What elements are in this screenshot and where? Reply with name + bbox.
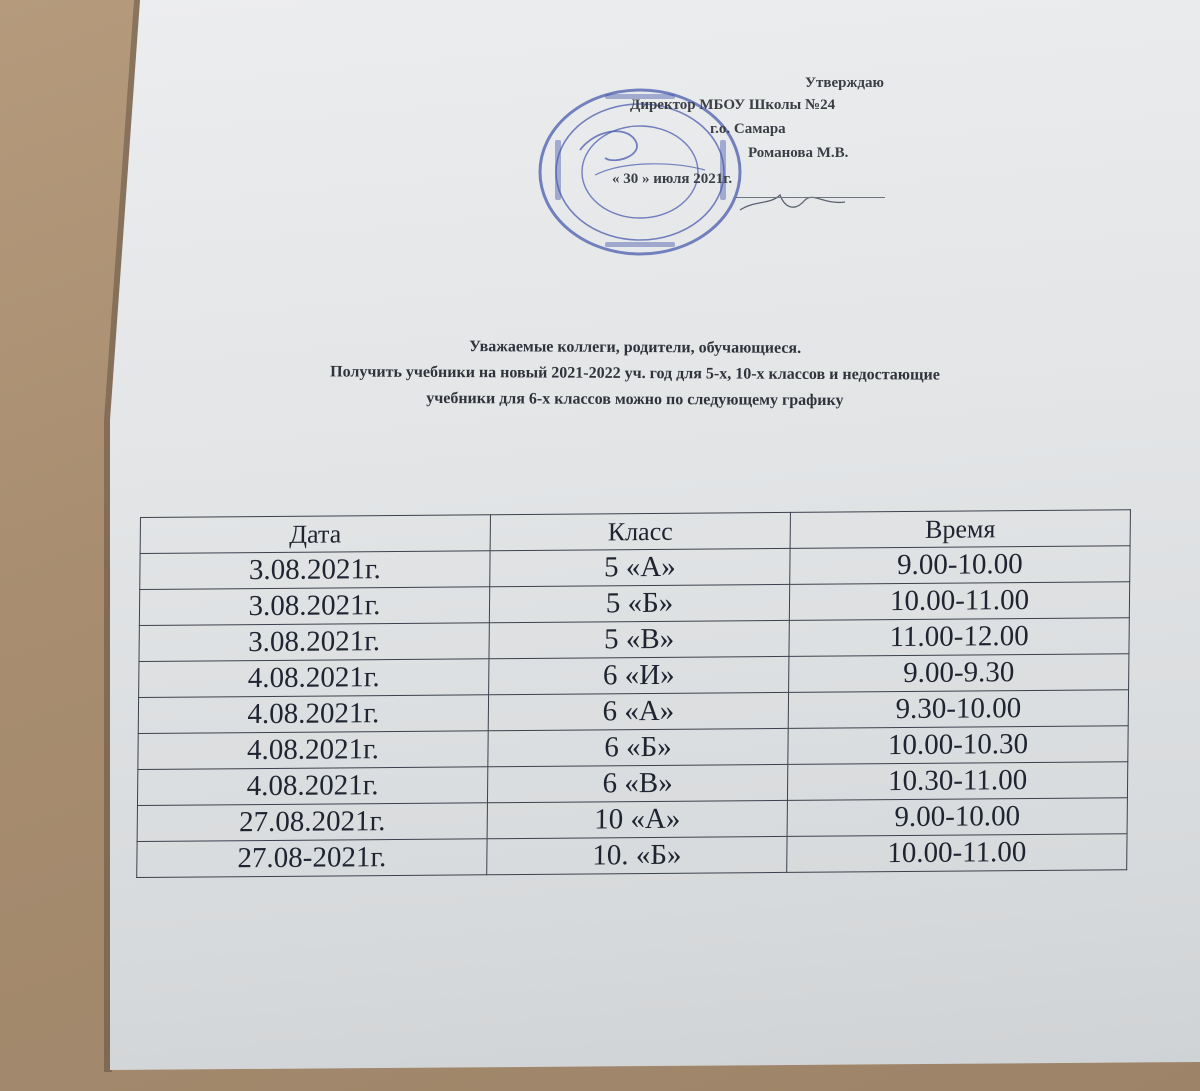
cell-date: 3.08.2021г. [139, 623, 489, 662]
header-date: Дата [140, 515, 490, 554]
cell-class: 6 «И» [489, 656, 789, 694]
header-class: Класс [490, 512, 790, 550]
approval-city: г.о. Самара [710, 121, 786, 137]
cell-class: 5 «Б» [489, 584, 789, 622]
cell-class: 5 «А» [490, 548, 790, 586]
cell-date: 4.08.2021г. [137, 767, 487, 806]
cell-time: 10.00-11.00 [789, 582, 1129, 621]
cell-date: 4.08.2021г. [138, 695, 488, 734]
cell-date: 27.08.2021г. [137, 803, 487, 842]
cell-date: 3.08.2021г. [139, 587, 489, 626]
cell-class: 6 «А» [488, 692, 788, 730]
approval-date: « 30 » июля 2021г. [612, 171, 733, 187]
signature-scribble [735, 180, 855, 220]
cell-time: 9.00-10.00 [790, 546, 1130, 585]
header-time: Время [790, 510, 1130, 549]
schedule-table-wrapper [136, 509, 1130, 897]
cell-time: 9.30-10.00 [788, 690, 1128, 729]
signature-line [735, 197, 885, 198]
cell-date: 27.08-2021г. [137, 839, 487, 878]
notice-heading [200, 333, 1070, 416]
cell-date: 4.08.2021г. [138, 731, 488, 770]
table-row [137, 834, 1127, 878]
cell-time: 10.00-11.00 [787, 834, 1127, 873]
cell-time: 9.00-9.30 [789, 654, 1129, 693]
cell-date: 3.08.2021г. [140, 551, 490, 590]
cell-time: 10.30-11.00 [787, 762, 1127, 801]
cell-time: 11.00-12.00 [789, 618, 1129, 657]
cell-class: 5 «В» [489, 620, 789, 658]
heading-line-3: учебники для 6-х классов можно по следующему графику [426, 389, 844, 410]
cell-class: 10 «А» [487, 800, 787, 838]
cell-date: 4.08.2021г. [139, 659, 489, 698]
approval-signatory: Романова М.В. [748, 145, 849, 161]
cell-time: 10.00-10.30 [788, 726, 1128, 765]
heading-line-2: Получить учебники на новый 2021-2022 уч. год для 5-х, 10-х классов и недостающие [330, 363, 940, 384]
approval-title: Утверждаю [805, 75, 884, 91]
cell-time: 9.00-10.00 [787, 798, 1127, 837]
cell-class: 10. «Б» [487, 836, 787, 874]
schedule-table [136, 509, 1131, 878]
cell-class: 6 «В» [487, 764, 787, 802]
heading-greeting: Уважаемые коллеги, родители, обучающиеся. [469, 338, 802, 357]
cell-class: 6 «Б» [488, 728, 788, 766]
approval-position: Директор МБОУ Школы №24 [630, 97, 836, 113]
